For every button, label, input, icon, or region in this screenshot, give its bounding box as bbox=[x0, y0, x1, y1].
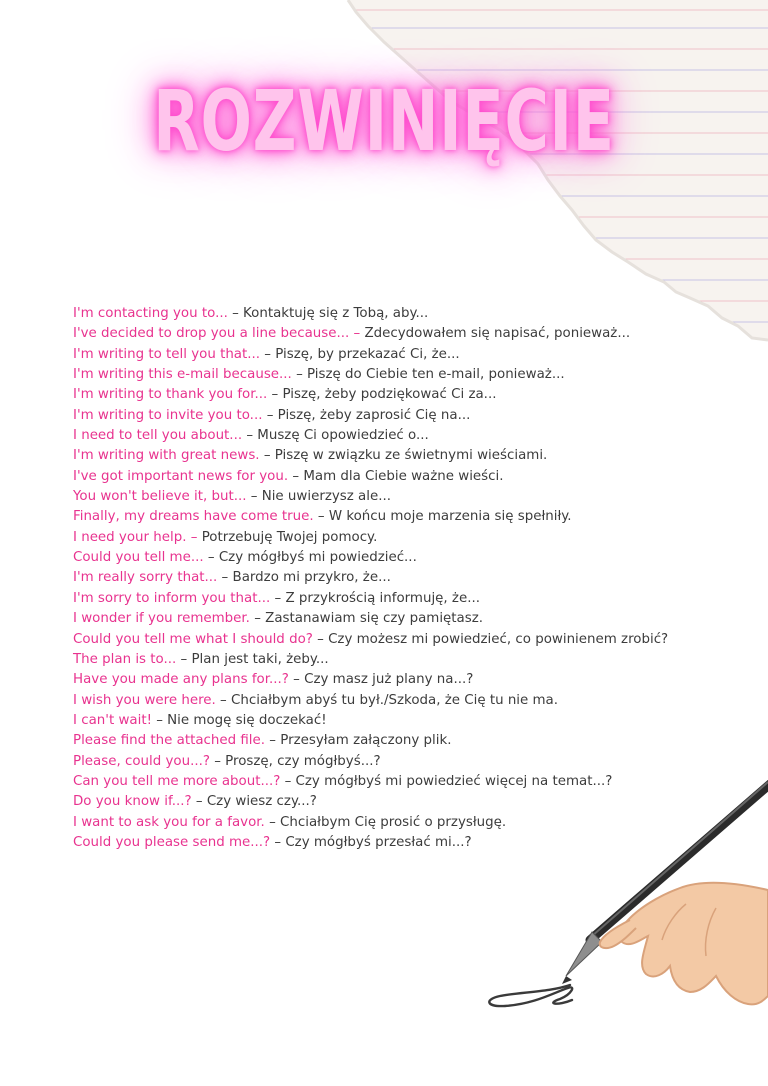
phrase-english: Please, could you...? bbox=[73, 753, 210, 769]
phrase-english: I'm writing to tell you that... bbox=[73, 346, 261, 362]
phrase-item bbox=[73, 528, 733, 548]
phrase-polish: – Piszę, by przekazać Ci, że... bbox=[260, 346, 460, 362]
phrase-english: You won't believe it, but... bbox=[73, 489, 247, 505]
phrase-english: I've decided to drop you a line because... – bbox=[73, 326, 361, 342]
phrase-english: Have you made any plans for...? bbox=[73, 672, 289, 688]
phrase-english: Do you know if...? bbox=[73, 794, 192, 810]
phrase-english: I'm writing to invite you to... bbox=[73, 407, 263, 423]
phrase-polish: Zdecydowałem się napisać, ponieważ... bbox=[360, 326, 631, 342]
phrase-polish: – Nie mogę się doczekać! bbox=[151, 712, 327, 728]
phrase-item bbox=[73, 589, 733, 609]
phrase-polish: – Muszę Ci opowiedzieć o... bbox=[242, 428, 429, 444]
phrase-item bbox=[73, 691, 733, 711]
phrase-english: Can you tell me more about...? bbox=[73, 773, 281, 789]
phrase-polish: – Piszę, żeby podziękować Ci za... bbox=[267, 387, 497, 403]
phrase-english: Could you tell me... bbox=[73, 550, 204, 566]
phrase-polish: – Proszę, czy mógłbyś...? bbox=[209, 753, 381, 769]
phrase-polish: – Czy masz już plany na...? bbox=[288, 672, 474, 688]
phrase-polish: – Czy mógłbyś przesłać mi...? bbox=[270, 834, 472, 850]
phrase-polish: – Piszę, żeby zaprosić Cię na... bbox=[262, 407, 471, 423]
phrase-english: I need your help. – bbox=[73, 529, 198, 545]
phrase-polish: – Mam dla Ciebie ważne wieści. bbox=[288, 468, 504, 484]
phrase-english: I'm writing to thank you for... bbox=[73, 387, 268, 403]
phrase-item bbox=[73, 609, 733, 629]
phrase-polish: Potrzebuję Twojej pomocy. bbox=[197, 529, 378, 545]
phrase-item bbox=[73, 467, 733, 487]
phrase-english: Could you please send me...? bbox=[73, 834, 271, 850]
phrase-english: I've got important news for you. bbox=[73, 468, 289, 484]
phrase-item bbox=[73, 426, 733, 446]
phrase-polish: – Chciałbym Cię prosić o przysługę. bbox=[264, 814, 507, 830]
phrase-english: I'm really sorry that... bbox=[73, 570, 218, 586]
phrase-english: I'm writing with great news. bbox=[73, 448, 260, 464]
phrase-polish: – Czy mógłbyś mi powiedzieć więcej na temat...? bbox=[280, 773, 613, 789]
phrase-english: I wish you were here. bbox=[73, 692, 216, 708]
phrase-item bbox=[73, 324, 733, 344]
phrase-polish: – Bardzo mi przykro, że... bbox=[217, 570, 391, 586]
page-title: ROZWINIĘCIE bbox=[153, 72, 615, 170]
phrase-item bbox=[73, 711, 733, 731]
phrase-english: I wonder if you remember. bbox=[73, 611, 250, 627]
phrase-polish: – Z przykrością informuję, że... bbox=[270, 590, 480, 606]
phrase-polish: – Nie uwierzysz ale... bbox=[246, 489, 391, 505]
phrase-item bbox=[73, 568, 733, 588]
phrase-english: Please find the attached file. bbox=[73, 733, 266, 749]
phrase-list bbox=[73, 304, 733, 853]
phrase-polish: – W końcu moje marzenia się spełniły. bbox=[313, 509, 572, 525]
phrase-item bbox=[73, 507, 733, 527]
phrase-polish: – Przesyłam załączony plik. bbox=[265, 733, 452, 749]
phrase-item bbox=[73, 630, 733, 650]
phrase-item bbox=[73, 365, 733, 385]
phrase-polish: – Piszę do Ciebie ten e-mail, ponieważ... bbox=[291, 367, 565, 383]
phrase-polish: – Zastanawiam się czy pamiętasz. bbox=[249, 611, 484, 627]
phrase-polish: – Piszę w związku ze świetnymi wieściami. bbox=[259, 448, 548, 464]
phrase-polish: – Kontaktuję się z Tobą, aby... bbox=[227, 306, 429, 321]
phrase-english: I'm writing this e-mail because... bbox=[73, 367, 292, 383]
phrase-english: I can't wait! bbox=[73, 712, 152, 728]
phrase-english: I'm sorry to inform you that... bbox=[73, 590, 271, 606]
hand-writing-pen-illustration bbox=[480, 780, 768, 1086]
phrase-item bbox=[73, 304, 733, 324]
phrase-item bbox=[73, 731, 733, 751]
phrase-item bbox=[73, 385, 733, 405]
phrase-english: I'm contacting you to... bbox=[73, 306, 228, 321]
phrase-english: I want to ask you for a favor. bbox=[73, 814, 265, 830]
phrase-item bbox=[73, 345, 733, 365]
phrase-item bbox=[73, 446, 733, 466]
phrase-polish: – Czy mógłbyś mi powiedzieć... bbox=[203, 550, 417, 566]
phrase-item bbox=[73, 487, 733, 507]
phrase-english: Could you tell me what I should do? bbox=[73, 631, 313, 647]
phrase-english: Finally, my dreams have come true. bbox=[73, 509, 314, 525]
phrase-polish: – Czy wiesz czy...? bbox=[191, 794, 317, 810]
phrase-item bbox=[73, 548, 733, 568]
phrase-polish: – Plan jest taki, żeby... bbox=[176, 651, 329, 667]
phrase-english: I need to tell you about... bbox=[73, 428, 243, 444]
phrase-item bbox=[73, 650, 733, 670]
phrase-english: The plan is to... bbox=[73, 651, 177, 667]
phrase-item bbox=[73, 752, 733, 772]
phrase-item bbox=[73, 670, 733, 690]
phrase-polish: – Chciałbym abyś tu był./Szkoda, że Cię tu nie ma. bbox=[215, 692, 559, 708]
phrase-polish: – Czy możesz mi powiedzieć, co powinienem zrobić? bbox=[312, 631, 669, 647]
phrase-item bbox=[73, 406, 733, 426]
